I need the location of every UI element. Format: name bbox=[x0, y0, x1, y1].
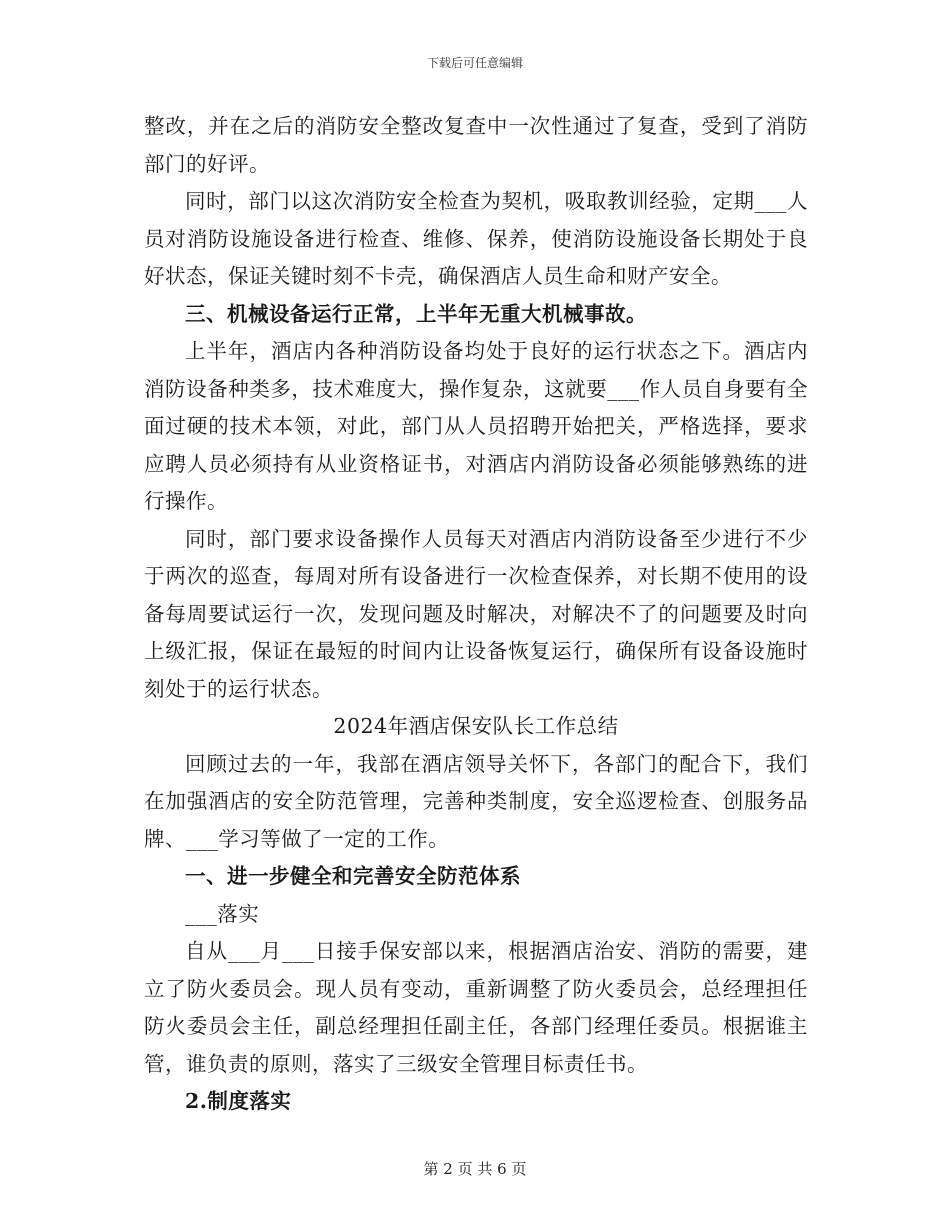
paragraph-continuation: 整改，并在之后的消防安全整改复查中一次性通过了复查，受到了消防部门的好评。 bbox=[144, 114, 808, 176]
section-heading-security-system: 一、进一步健全和完善安全防范体系 bbox=[185, 864, 521, 888]
paragraph-equipment-status: 上半年，酒店内各种消防设备均处于良好的运行状态之下。酒店内消防设备种类多，技术难度大，操作复杂，这就要___作人员自身要有全面过硬的技术本领，对此，部门从人员招聘开始把关，严格选择，要求应聘人员必须持有从业资格证书，对酒店内消防设备必须能够熟练的进行操作。 bbox=[144, 339, 808, 513]
document-title: 2024年酒店保安队长工作总结 bbox=[333, 714, 619, 738]
paragraph-fire-committee: 自从___月___日接手保安部以来，根据酒店治安、消防的需要，建立了防火委员会。现人员有变动，重新调整了防火委员会，总经理担任防火委员会主任，副总经理担任副主任，各部门经理任委员。根据谁主管，谁负责的原则，落实了三级安全管理目标责任书。 bbox=[144, 939, 808, 1076]
subheading-implementation: ___落实 bbox=[185, 901, 260, 926]
subheading-system-implementation: 2.制度落实 bbox=[185, 1089, 292, 1113]
paragraph-review: 回顾过去的一年，我部在酒店领导关怀下，各部门的配合下，我们在加强酒店的安全防范管理，完善种类制度，安全巡逻检查、创服务品牌、___学习等做了一定的工作。 bbox=[144, 751, 808, 851]
section-heading-machinery: 三、机械设备运行正常，上半年无重大机械事故。 bbox=[185, 301, 647, 326]
page-footer: 第 2 页 共 6 页 bbox=[423, 1160, 527, 1178]
paragraph-inspection: 同时，部门以这次消防安全检查为契机，吸取教训经验，定期___人员对消防设施设备进行检查、维修、保养，使消防设施设备长期处于良好状态，保证关键时刻不卡壳，确保酒店人员生命和财产安全。 bbox=[144, 189, 808, 288]
header-note: 下载后可任意编辑 bbox=[426, 56, 523, 70]
paragraph-equipment-patrol: 同时，部门要求设备操作人员每天对酒店内消防设备至少进行不少于两次的巡查，每周对所有设备进行一次检查保养，对长期不使用的设备每周要试运行一次，发现问题及时解决，对解决不了的问题要及时向上级汇报，保证在最短的时间内让设备恢复运行，确保所有设备设施时刻处于的运行状态。 bbox=[144, 526, 808, 701]
document-body bbox=[144, 108, 808, 1121]
